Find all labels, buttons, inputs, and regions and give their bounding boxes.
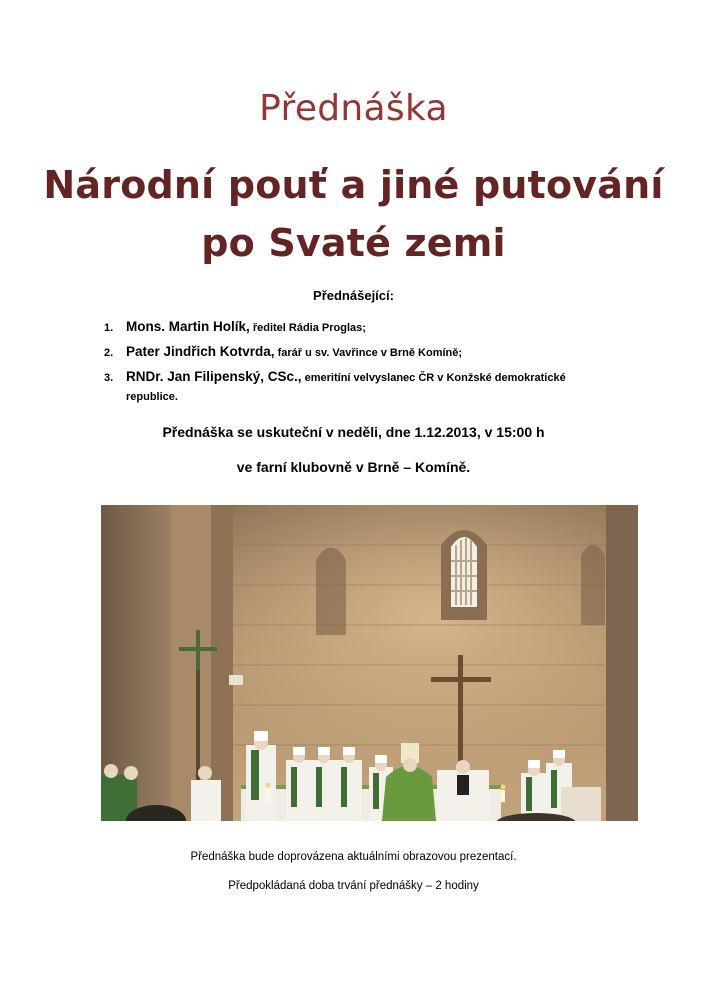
poster-kicker: Přednáška (259, 88, 448, 129)
speaker-number: 2. (104, 347, 114, 359)
speaker-number: 1. (104, 322, 114, 334)
poster-title-line-2: po Svaté zemi (201, 221, 506, 265)
speaker-role: ředitel Rádia Proglas; (249, 322, 366, 334)
speaker-list (104, 318, 574, 412)
church-altar-photo (101, 505, 638, 821)
speaker-name: RNDr. Jan Filipenský, CSc., (126, 369, 302, 384)
speaker-item (104, 343, 574, 362)
duration-note: Předpokládaná doba trvání přednášky – 2 hodiny (228, 880, 479, 892)
presentation-note: Přednáška bude doprovázena aktuálními obrazovou prezentací. (190, 851, 517, 863)
poster-title-line-1: Národní pouť a jiné putování (43, 163, 664, 207)
speaker-item (104, 368, 574, 406)
speakers-heading: Přednášející: (313, 288, 394, 303)
event-date-time: Přednáška se uskuteční v neděli, dne 1.12.2013, v 15:00 h (162, 424, 545, 440)
speaker-number: 3. (104, 372, 114, 384)
speaker-name: Mons. Martin Holík, (126, 319, 250, 334)
speaker-name: Pater Jindřich Kotvrda, (126, 344, 275, 359)
speaker-role: emeritíní velvyslanec ČR v Konžské demokratické republice. (126, 372, 566, 403)
speaker-item (104, 318, 574, 337)
speaker-role: farář u sv. Vavřince v Brně Komíně; (274, 347, 463, 359)
event-location: ve farní klubovně v Brně – Komíně. (236, 459, 471, 475)
